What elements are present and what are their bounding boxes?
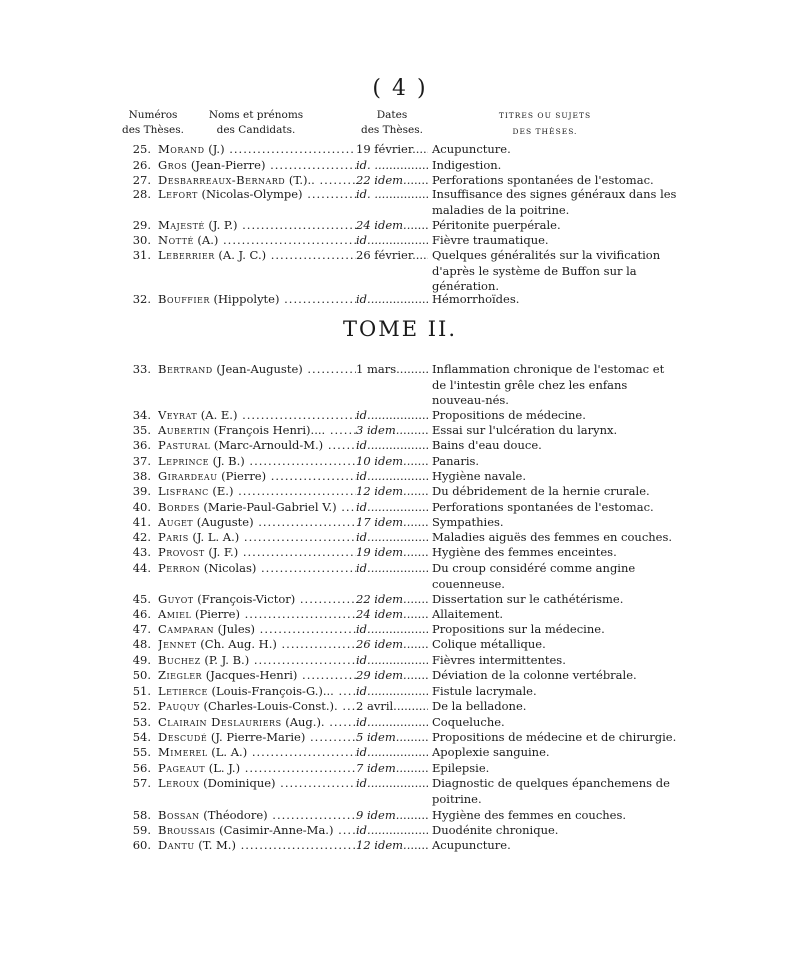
entry-number: 45.	[132, 592, 151, 606]
thesis-date-text: id.....	[356, 500, 386, 514]
entry-number: 25.	[132, 142, 151, 156]
candidate-surname: Paris	[158, 530, 189, 544]
entry-number: 58.	[132, 808, 151, 822]
header-noms	[196, 108, 316, 138]
thesis-date	[356, 776, 428, 790]
thesis-date	[356, 173, 428, 187]
candidate-name	[158, 592, 356, 606]
thesis-title: Apoplexie sanguine.	[432, 745, 550, 759]
thesis-date-text: 24 idem..	[356, 607, 411, 621]
candidate-given-names: (Marc-Arnould-M.)	[210, 438, 324, 452]
thesis-date-text: 29 idem..	[356, 668, 411, 682]
entry-number: 33.	[132, 362, 151, 376]
entry-number: 60.	[132, 838, 151, 852]
candidate-name	[158, 823, 356, 837]
candidate-name	[158, 684, 356, 698]
thesis-title: Hygiène des femmes en couches.	[432, 808, 627, 822]
candidate-surname: Guyot	[158, 592, 194, 606]
thesis-date-text: id.....	[356, 233, 386, 247]
candidate-given-names: (Louis-François-G.)...	[207, 684, 334, 698]
thesis-date	[356, 158, 428, 172]
thesis-title: Perforations spontanées de l'estomac.	[432, 500, 654, 514]
thesis-title: Diagnostic de quelques épanchemens de poitrine.	[432, 776, 670, 806]
candidate-name	[158, 500, 356, 514]
entry-number: 28.	[132, 187, 151, 201]
thesis-date	[356, 292, 428, 306]
thesis-date-text: 5 idem..	[356, 730, 404, 744]
candidate-name	[158, 668, 356, 682]
candidate-name	[158, 637, 356, 651]
thesis-title: Déviation de la colonne vertébrale.	[432, 668, 637, 682]
entry-number: 34.	[132, 408, 151, 422]
thesis-title: Du débridement de la hernie crurale.	[432, 484, 650, 498]
candidate-name	[158, 454, 356, 468]
candidate-surname: Amiel	[158, 607, 192, 621]
candidate-given-names: (Nicolas-Olympe)	[197, 187, 303, 201]
candidate-name	[158, 761, 356, 775]
thesis-date-text: id.....	[356, 438, 386, 452]
candidate-surname: Aubertin	[158, 423, 211, 437]
entry-number: 44.	[132, 561, 151, 575]
thesis-date	[356, 515, 428, 529]
candidate-name	[158, 515, 356, 529]
thesis-date	[356, 248, 428, 262]
candidate-surname: Morand	[158, 142, 205, 156]
thesis-date-text: id.....	[356, 530, 386, 544]
candidate-surname: Provost	[158, 545, 205, 559]
candidate-given-names: (Théodore)	[199, 808, 268, 822]
candidate-given-names: (J. B.)	[209, 454, 245, 468]
thesis-date	[356, 715, 428, 729]
candidate-surname: Desbarreaux-Bernard	[158, 173, 286, 187]
candidate-surname: Dantu	[158, 838, 195, 852]
header-numeros-line2: des Thèses.	[122, 124, 184, 136]
thesis-date-text: 19 février.	[356, 142, 416, 156]
thesis-date-text: 26 idem..	[356, 637, 411, 651]
entry-number: 51.	[132, 684, 151, 698]
thesis-title: Sympathies.	[432, 515, 504, 529]
thesis-date	[356, 233, 428, 247]
thesis-title: Maladies aiguës des femmes en couches.	[432, 530, 673, 544]
candidate-given-names: (L. J.)	[205, 761, 241, 775]
candidate-given-names: (A. E.)	[197, 408, 238, 422]
entry-number: 26.	[132, 158, 151, 172]
candidate-name	[158, 808, 356, 822]
thesis-title: Quelques généralités sur la vivification d'après le système de Buffon sur la génération.	[432, 248, 661, 293]
thesis-title: Indigestion.	[432, 158, 502, 172]
thesis-date-text: id.....	[356, 823, 386, 837]
candidate-name	[158, 730, 356, 744]
thesis-date	[356, 761, 428, 775]
thesis-date	[356, 545, 428, 559]
candidate-surname: Notté	[158, 233, 194, 247]
header-numeros-line1: Numéros	[128, 109, 178, 121]
candidate-given-names: (A.)	[193, 233, 219, 247]
candidate-surname: Majesté	[158, 218, 205, 232]
header-numeros	[118, 108, 188, 138]
entry-number: 29.	[132, 218, 151, 232]
thesis-date	[356, 187, 428, 201]
entry-number: 50.	[132, 668, 151, 682]
entry-number: 47.	[132, 622, 151, 636]
candidate-given-names: (Jean-Pierre)	[187, 158, 266, 172]
candidate-name	[158, 776, 356, 790]
entry-number: 38.	[132, 469, 151, 483]
entry-number: 59.	[132, 823, 151, 837]
thesis-title: Fièvre traumatique.	[432, 233, 549, 247]
thesis-title: Panaris.	[432, 454, 480, 468]
thesis-title: Perforations spontanées de l'estomac.	[432, 173, 654, 187]
entry-number: 37.	[132, 454, 151, 468]
entry-number: 43.	[132, 545, 151, 559]
candidate-given-names: (A. J. C.)	[214, 248, 267, 262]
candidate-name	[158, 438, 356, 452]
thesis-date-text: 22 idem..	[356, 592, 411, 606]
thesis-title: Propositions sur la médecine.	[432, 622, 605, 636]
candidate-name	[158, 745, 356, 759]
candidate-surname: Letierce	[158, 684, 208, 698]
thesis-date-text: 12 idem..	[356, 484, 411, 498]
thesis-date	[356, 500, 428, 514]
candidate-surname: Perron	[158, 561, 201, 575]
header-dates-line2: des Thèses.	[361, 124, 423, 136]
candidate-given-names: (Aug.).	[281, 715, 325, 729]
thesis-title: Epilepsie.	[432, 761, 490, 775]
entry-number: 27.	[132, 173, 151, 187]
candidate-surname: Bouffier	[158, 292, 210, 306]
thesis-title: Propositions de médecine.	[432, 408, 586, 422]
thesis-date	[356, 637, 428, 651]
candidate-given-names: (Marie-Paul-Gabriel V.)	[199, 500, 337, 514]
entry-number: 53.	[132, 715, 151, 729]
candidate-surname: Bertrand	[158, 362, 213, 376]
thesis-date	[356, 745, 428, 759]
candidate-name	[158, 530, 356, 544]
candidate-surname: Buchez	[158, 653, 201, 667]
thesis-title: Péritonite puerpérale.	[432, 218, 561, 232]
thesis-title: Dissertation sur le cathétérisme.	[432, 592, 624, 606]
header-titres	[470, 108, 620, 140]
thesis-date	[356, 653, 428, 667]
header-dates	[356, 108, 428, 138]
candidate-given-names: (T. M.)	[194, 838, 236, 852]
thesis-date	[356, 622, 428, 636]
candidate-name	[158, 561, 356, 575]
candidate-given-names: (Nicolas)	[200, 561, 257, 575]
thesis-date	[356, 142, 428, 156]
thesis-date-text: 17 idem..	[356, 515, 411, 529]
candidate-surname: Camparan	[158, 622, 214, 636]
thesis-title: Acupuncture.	[432, 142, 511, 156]
thesis-date-text: 12 idem..	[356, 838, 411, 852]
header-noms-line1: Noms et prénoms	[208, 109, 304, 121]
entry-number: 54.	[132, 730, 151, 744]
thesis-date-text: id.....	[356, 469, 386, 483]
entry-number: 57.	[132, 776, 151, 790]
candidate-given-names: (Hippolyte)	[209, 292, 280, 306]
thesis-date	[356, 730, 428, 744]
thesis-date-text: id.....	[356, 776, 386, 790]
candidate-surname: Auget	[158, 515, 194, 529]
thesis-date	[356, 469, 428, 483]
thesis-date	[356, 218, 428, 232]
candidate-name	[158, 545, 356, 559]
candidate-name	[158, 187, 356, 201]
entry-number: 48.	[132, 637, 151, 651]
entry-number: 30.	[132, 233, 151, 247]
candidate-given-names: (Charles-Louis-Const.).	[199, 699, 338, 713]
thesis-date	[356, 408, 428, 422]
thesis-date	[356, 438, 428, 452]
thesis-date-text: id.....	[356, 408, 386, 422]
entry-number: 40.	[132, 500, 151, 514]
thesis-date	[356, 362, 428, 376]
thesis-date	[356, 454, 428, 468]
thesis-date	[356, 530, 428, 544]
candidate-surname: Gros	[158, 158, 188, 172]
candidate-name	[158, 653, 356, 667]
candidate-surname: Girardeau	[158, 469, 218, 483]
candidate-given-names: (J. F.)	[204, 545, 239, 559]
candidate-given-names: (Auguste)	[193, 515, 254, 529]
entry-number: 52.	[132, 699, 151, 713]
candidate-given-names: (François Henri)....	[210, 423, 326, 437]
thesis-title: Coqueluche.	[432, 715, 505, 729]
thesis-title: Propositions de médecine et de chirurgie.	[432, 730, 677, 744]
candidate-surname: Bossan	[158, 808, 200, 822]
thesis-date-text: 9 idem..	[356, 808, 404, 822]
candidate-name	[158, 248, 356, 262]
entry-number: 32.	[132, 292, 151, 306]
entry-number: 41.	[132, 515, 151, 529]
thesis-title: Allaitement.	[432, 607, 504, 621]
candidate-surname: Bordes	[158, 500, 200, 514]
candidate-surname: Pauquy	[158, 699, 200, 713]
thesis-date-text: id. ....	[356, 158, 389, 172]
thesis-title: Acupuncture.	[432, 838, 511, 852]
thesis-date-text: 26 février.	[356, 248, 416, 262]
candidate-given-names: (J.)	[204, 142, 225, 156]
thesis-date-text: 19 idem..	[356, 545, 411, 559]
thesis-date	[356, 607, 428, 621]
thesis-date	[356, 699, 428, 713]
header-titres-line1: TITRES OU SUJETS	[498, 111, 592, 120]
candidate-name	[158, 233, 356, 247]
candidate-name	[158, 142, 356, 156]
candidate-given-names: (Ch. Aug. H.)	[196, 637, 277, 651]
candidate-surname: Leberrier	[158, 248, 215, 262]
candidate-surname: Veyrat	[158, 408, 198, 422]
thesis-date-text: 22 idem..	[356, 173, 411, 187]
thesis-date	[356, 484, 428, 498]
thesis-date-text: id.....	[356, 622, 386, 636]
thesis-title: Colique métallique.	[432, 637, 546, 651]
candidate-given-names: (Pierre)	[217, 469, 267, 483]
candidate-surname: Lisfranc	[158, 484, 209, 498]
thesis-title: Fièvres intermittentes.	[432, 653, 566, 667]
candidate-surname: Pageaut	[158, 761, 206, 775]
candidate-surname: Lefort	[158, 187, 198, 201]
thesis-title: Inflammation chronique de l'estomac et de l'intestin grêle chez les enfans nouveau-nés.	[432, 362, 665, 407]
thesis-date-text: 1 mars..	[356, 362, 404, 376]
candidate-given-names: (E.)	[208, 484, 234, 498]
thesis-date-text: id.....	[356, 715, 386, 729]
entry-number: 56.	[132, 761, 151, 775]
candidate-surname: Leroux	[158, 776, 200, 790]
thesis-date	[356, 592, 428, 606]
thesis-title: Hygiène navale.	[432, 469, 526, 483]
thesis-title: Hygiène des femmes enceintes.	[432, 545, 617, 559]
entry-number: 49.	[132, 653, 151, 667]
thesis-date-text: id.....	[356, 653, 386, 667]
thesis-title: Du croup considéré comme angine couenneuse.	[432, 561, 636, 591]
candidate-surname: Descudé	[158, 730, 208, 744]
entry-number: 35.	[132, 423, 151, 437]
candidate-surname: Pastural	[158, 438, 211, 452]
header-dates-line1: Dates	[376, 109, 408, 121]
candidate-given-names: (J. P.)	[204, 218, 238, 232]
candidate-surname: Jennet	[158, 637, 197, 651]
candidate-name	[158, 699, 356, 713]
candidate-given-names: (J. L. A.)	[188, 530, 240, 544]
thesis-date-text: id.....	[356, 292, 386, 306]
thesis-date-text: 7 idem..	[356, 761, 404, 775]
thesis-date-text: id.....	[356, 745, 386, 759]
candidate-surname: Clairain Deslauriers	[158, 715, 282, 729]
candidate-name	[158, 838, 356, 852]
candidate-surname: Leprince	[158, 454, 210, 468]
candidate-name	[158, 469, 356, 483]
thesis-date-text: 2 avril..	[356, 699, 401, 713]
entry-number: 42.	[132, 530, 151, 544]
candidate-name	[158, 292, 356, 306]
entry-number: 55.	[132, 745, 151, 759]
thesis-title: Bains d'eau douce.	[432, 438, 542, 452]
candidate-name	[158, 408, 356, 422]
header-noms-line2: des Candidats.	[216, 124, 296, 136]
candidate-given-names: (Dominique)	[199, 776, 276, 790]
entry-number: 46.	[132, 607, 151, 621]
thesis-date	[356, 823, 428, 837]
entry-number: 31.	[132, 248, 151, 262]
candidate-given-names: (Jacques-Henri)	[202, 668, 298, 682]
candidate-name	[158, 622, 356, 636]
thesis-date	[356, 808, 428, 822]
candidate-given-names: (Pierre)	[191, 607, 240, 621]
thesis-date-text: 3 idem..	[356, 423, 404, 437]
candidate-surname: Mimerel	[158, 745, 208, 759]
candidate-name	[158, 158, 356, 172]
thesis-date-text: 24 idem..	[356, 218, 411, 232]
candidate-given-names: (François-Victor)	[193, 592, 296, 606]
candidate-name	[158, 218, 356, 232]
candidate-given-names: (Casimir-Anne-Ma.)	[215, 823, 334, 837]
candidate-name	[158, 715, 356, 729]
thesis-date	[356, 684, 428, 698]
candidate-given-names: (Jules)	[214, 622, 256, 636]
entry-number: 36.	[132, 438, 151, 452]
thesis-date-text: 10 idem..	[356, 454, 411, 468]
thesis-date	[356, 423, 428, 437]
candidate-name	[158, 423, 356, 437]
thesis-date-text: id.....	[356, 561, 386, 575]
thesis-date	[356, 838, 428, 852]
thesis-title: Insuffisance des signes généraux dans les maladies de la poitrine.	[432, 187, 677, 217]
candidate-given-names: (P. J. B.)	[200, 653, 250, 667]
thesis-title: Essai sur l'ulcération du larynx.	[432, 423, 618, 437]
thesis-title: Duodénite chronique.	[432, 823, 559, 837]
thesis-date-text: id. ....	[356, 187, 389, 201]
candidate-given-names: (Jean-Auguste)	[212, 362, 303, 376]
header-titres-line2: DES THÈSES.	[512, 127, 578, 136]
candidate-given-names: (J. Pierre-Marie)	[207, 730, 306, 744]
thesis-title: De la belladone.	[432, 699, 527, 713]
candidate-name	[158, 173, 356, 187]
candidate-given-names: (L. A.)	[207, 745, 248, 759]
candidate-name	[158, 362, 356, 376]
candidate-surname: Ziegler	[158, 668, 203, 682]
candidate-name	[158, 607, 356, 621]
thesis-title: Hémorrhoïdes.	[432, 292, 520, 306]
entry-number: 39.	[132, 484, 151, 498]
page-number: ( 4 )	[372, 76, 428, 101]
thesis-date	[356, 668, 428, 682]
thesis-date-text: id.....	[356, 684, 386, 698]
candidate-given-names: (T.)..	[285, 173, 315, 187]
candidate-surname: Broussais	[158, 823, 216, 837]
thesis-date	[356, 561, 428, 575]
candidate-name	[158, 484, 356, 498]
tome-heading: TOME II.	[343, 317, 457, 341]
thesis-title: Fistule lacrymale.	[432, 684, 537, 698]
